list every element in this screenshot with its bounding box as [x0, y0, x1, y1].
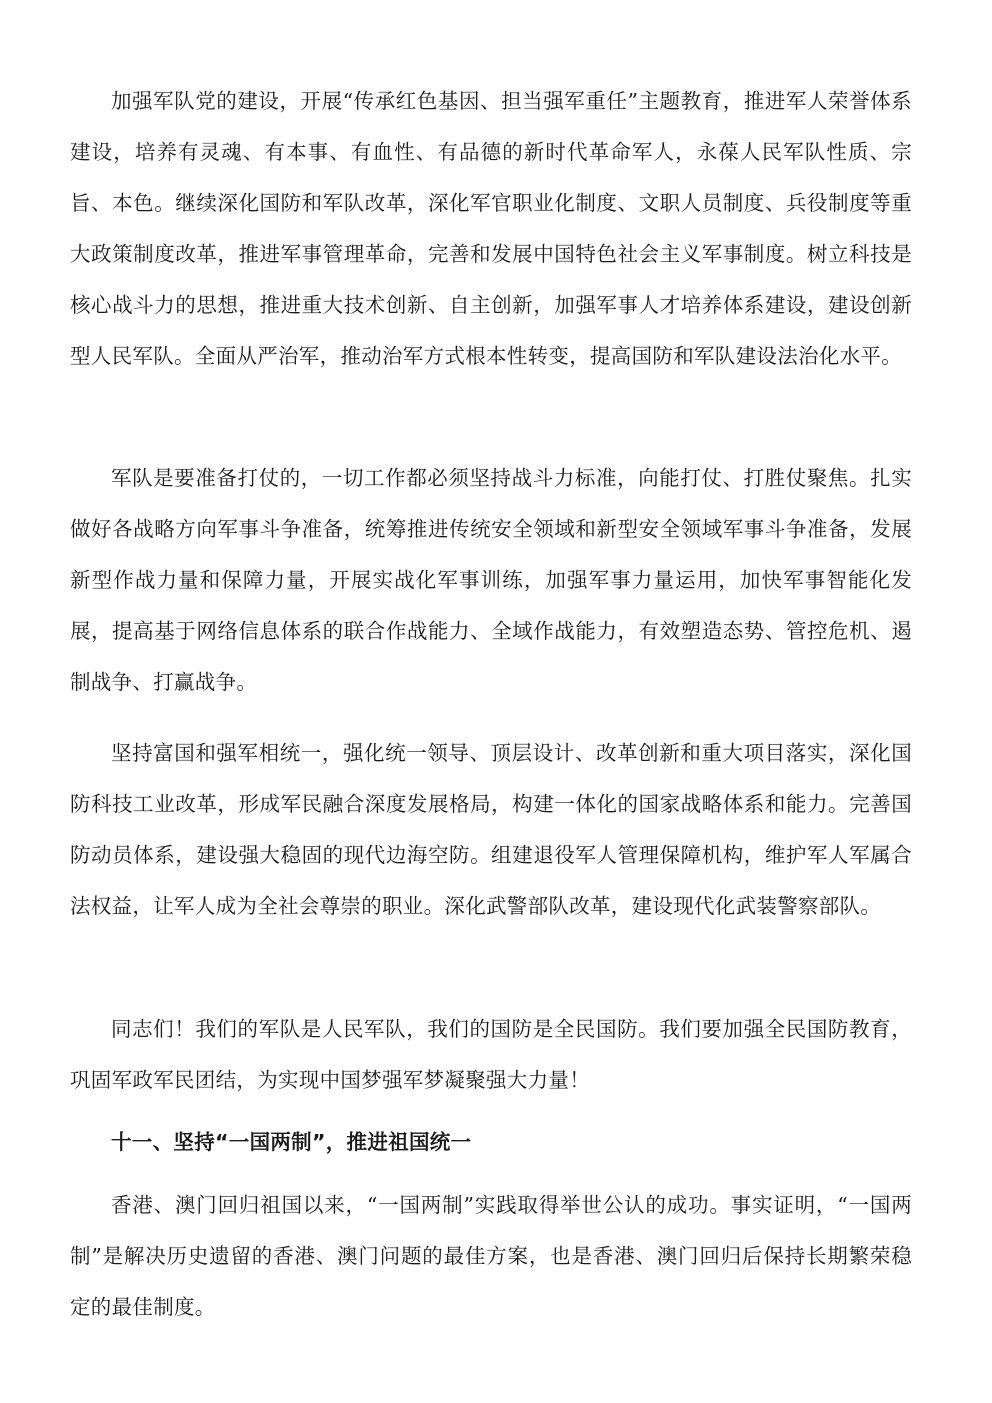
- paragraph-one-country-two-systems: 香港、澳门回归祖国以来，“一国两制”实践取得举世公认的成功。事实证明，“一国两制”是解决历史遗留的香港、澳门问题的最佳方案，也是香港、澳门回归后保持长期繁荣稳定的最佳制度。: [70, 1193, 912, 1319]
- paragraph-military-civilian-integration: 坚持富国和强军相统一，强化统一领导、顶层设计、改革创新和重大项目落实，深化国防科技工业改革，形成军民融合深度发展格局，构建一体化的国家战略体系和能力。完善国防动员体系，建设强大稳固的现代边海空防。组建退役军人管理保障机构，维护军人军属合法权益，让军人成为全社会尊崇的职业。深化武警部队改革，建设现代化武装警察部队。: [70, 741, 912, 918]
- paragraph-national-defense-closing: 同志们！我们的军队是人民军队，我们的国防是全民国防。我们要加强全民国防教育，巩固军政军民团结，为实现中国梦强军梦凝聚强大力量！: [70, 1017, 912, 1092]
- paragraph-combat-readiness: 军队是要准备打仗的，一切工作都必须坚持战斗力标准，向能打仗、打胜仗聚焦。扎实做好各战略方向军事斗争准备，统筹推进传统安全领域和新型安全领域军事斗争准备，发展新型作战力量和保障力量，开展实战化军事训练，加强军事力量运用，加快军事智能化发展，提高基于网络信息体系的联合作战能力、全域作战能力，有效塑造态势、管控危机、遏制战争、打赢战争。: [70, 466, 912, 694]
- paragraph-army-party-building: 加强军队党的建设，开展“传承红色基因、担当强军重任”主题教育，推进军人荣誉体系建设，培养有灵魂、有本事、有血性、有品德的新时代革命军人，永葆人民军队性质、宗旨、本色。继续深化国防和军队改革，深化军官职业化制度、文职人员制度、兵役制度等重大政策制度改革，推进军事管理革命，完善和发展中国特色社会主义军事制度。树立科技是核心战斗力的思想，推进重大技术创新、自主创新，加强军事人才培养体系建设，建设创新型人民军队。全面从严治军，推动治军方式根本性转变，提高国防和军队建设法治化水平。: [70, 89, 912, 368]
- section-heading: 十一、坚持“一国两制”，推进祖国统一: [111, 1130, 472, 1154]
